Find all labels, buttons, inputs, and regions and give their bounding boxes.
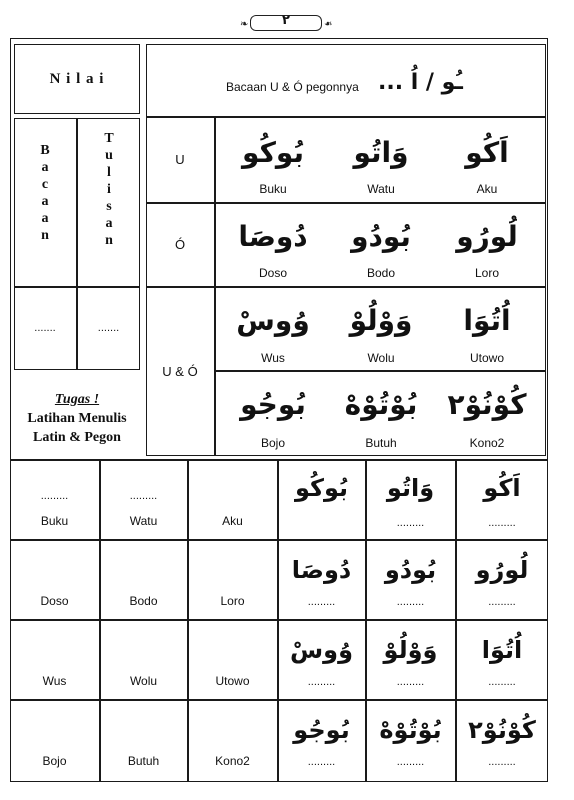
exercise-latin-word: Wus — [42, 674, 67, 688]
task-line-1: Latihan Menulis — [27, 411, 127, 426]
exercise-arabic-word: وَاتُو — [386, 474, 435, 502]
reference-header-arabic: ـُو / اُ ... — [378, 70, 463, 95]
page-number: ٢ — [282, 13, 290, 28]
pegon-answer-field[interactable]: ......... — [396, 517, 425, 529]
tulisan-letter: u — [105, 148, 113, 163]
ref-arabic-word: اُتُوَا — [463, 303, 511, 337]
exercise-col-rule — [187, 460, 189, 782]
reference-header-text: Bacaan U & Ó pegonnya — [226, 80, 359, 94]
tulisan-letter: l — [107, 165, 111, 180]
exercise-arabic-word: اُتُوَا — [481, 636, 523, 664]
bacaan-letter: n — [41, 228, 49, 243]
bacaan-letter: c — [41, 177, 49, 192]
bacaan-score-field[interactable]: ....... — [34, 322, 56, 334]
exercise-latin-word: Aku — [222, 514, 243, 528]
tulisan-letter: s — [106, 199, 112, 214]
bacaan-letter: a — [41, 194, 49, 209]
exercise-row-rule — [10, 619, 548, 621]
ref-arabic-word: لُورُو — [456, 219, 518, 253]
pegon-answer-field[interactable]: ......... — [307, 676, 336, 688]
exercise-arabic-word: بُوجُو — [293, 716, 350, 744]
latin-answer-field[interactable]: ......... — [40, 490, 69, 502]
ref-arabic-word: كُوْنُوْ٢ — [447, 387, 527, 421]
exercise-latin-word: Watu — [129, 514, 158, 528]
pegon-answer-field[interactable]: ......... — [488, 517, 516, 529]
ref-latin-word: Bodo — [366, 266, 396, 280]
tulisan-letter: i — [107, 182, 111, 197]
ref-latin-word: Utowo — [469, 351, 504, 365]
ref-latin-word: Watu — [367, 182, 395, 196]
tulisan-letter: a — [105, 216, 113, 231]
pegon-answer-field[interactable]: ......... — [307, 756, 336, 768]
ref-latin-word: Kono2 — [469, 436, 505, 450]
ref-arabic-word: وَوْلُوْ — [349, 303, 413, 337]
exercise-latin-word: Wolu — [129, 674, 158, 688]
pegon-answer-field[interactable]: ......... — [488, 596, 516, 608]
ornament-right-icon: ❧ — [323, 19, 332, 30]
page-number-header — [240, 12, 332, 34]
exercise-arabic-word: دُوصَا — [291, 556, 352, 584]
exercise-latin-word: Bodo — [129, 594, 158, 608]
exercise-latin-word: Loro — [220, 594, 245, 608]
task-title: Tugas ! — [54, 392, 100, 407]
pegon-answer-field[interactable]: ......... — [488, 756, 516, 768]
nilai-label: N i l a i — [49, 70, 105, 87]
exercise-arabic-word: بُوْتُوْهْ — [379, 716, 442, 744]
exercise-latin-word: Doso — [40, 594, 69, 608]
group-label-o: Ó — [174, 236, 186, 252]
ref-group-divider — [214, 116, 216, 456]
exercise-latin-word: Butuh — [127, 754, 160, 768]
ref-arabic-word: بُوكُو — [242, 135, 304, 169]
ornament-left-icon: ❧ — [240, 19, 249, 30]
group-label-u: U — [175, 151, 185, 167]
exercise-arabic-word: وُوسْ — [290, 636, 353, 664]
ref-latin-word: Bojo — [260, 436, 286, 450]
exercise-arabic-word: وَوْلُوْ — [383, 636, 438, 664]
ref-latin-word: Aku — [476, 182, 498, 196]
exercise-arabic-word: بُوكُو — [294, 474, 349, 502]
ref-arabic-word: اَكُو — [465, 135, 509, 169]
exercise-row-rule — [10, 539, 548, 541]
exercise-col-rule — [99, 460, 101, 782]
ref-latin-word: Doso — [258, 266, 287, 280]
exercise-latin-word: Utowo — [215, 674, 250, 688]
ref-arabic-word: دُوصَا — [238, 219, 308, 253]
ref-arabic-word: وُوسْ — [236, 303, 310, 337]
exercise-arabic-word: لُورُو — [475, 556, 529, 584]
ref-latin-word: Wus — [261, 351, 285, 365]
pegon-answer-field[interactable]: ......... — [396, 756, 425, 768]
exercise-row-rule — [10, 699, 548, 701]
latin-answer-field[interactable]: ......... — [129, 490, 158, 502]
tulisan-vertical-label — [78, 130, 140, 249]
tulisan-letter: n — [105, 233, 113, 248]
exercise-latin-word: Kono2 — [215, 754, 250, 768]
ref-arabic-word: بُوجُو — [240, 387, 306, 421]
pegon-answer-field[interactable]: ......... — [396, 676, 425, 688]
task-line-2: Latin & Pegon — [33, 430, 121, 445]
ref-arabic-word: بُوْتُوْهْ — [344, 387, 418, 421]
pegon-answer-field[interactable]: ......... — [488, 676, 516, 688]
exercise-arabic-word: بُودُو — [384, 556, 437, 584]
ref-latin-word: Buku — [259, 182, 287, 196]
ref-latin-word: Wolu — [367, 351, 395, 365]
bacaan-letter: a — [41, 211, 49, 226]
exercise-arabic-word: كُوْنُوْ٢ — [468, 716, 536, 744]
ref-latin-word: Loro — [474, 266, 500, 280]
tulisan-score-field[interactable]: ....... — [97, 322, 120, 334]
ref-arabic-word: بُودُو — [351, 219, 411, 253]
exercise-latin-word: Buku — [40, 514, 69, 528]
pegon-answer-field[interactable]: ......... — [396, 596, 425, 608]
ref-arabic-word: وَاتُو — [353, 135, 409, 169]
bacaan-letter: a — [41, 160, 49, 175]
bacaan-vertical-label — [14, 142, 76, 244]
exercise-arabic-word: اَكُو — [483, 474, 521, 502]
tulisan-letter: T — [104, 131, 114, 146]
pegon-answer-field[interactable]: ......... — [307, 596, 336, 608]
ref-rule — [214, 370, 546, 372]
exercise-latin-word: Bojo — [42, 754, 67, 768]
ref-latin-word: Butuh — [365, 436, 397, 450]
bacaan-letter: B — [40, 143, 50, 158]
group-label-uo: U & Ó — [162, 363, 198, 379]
